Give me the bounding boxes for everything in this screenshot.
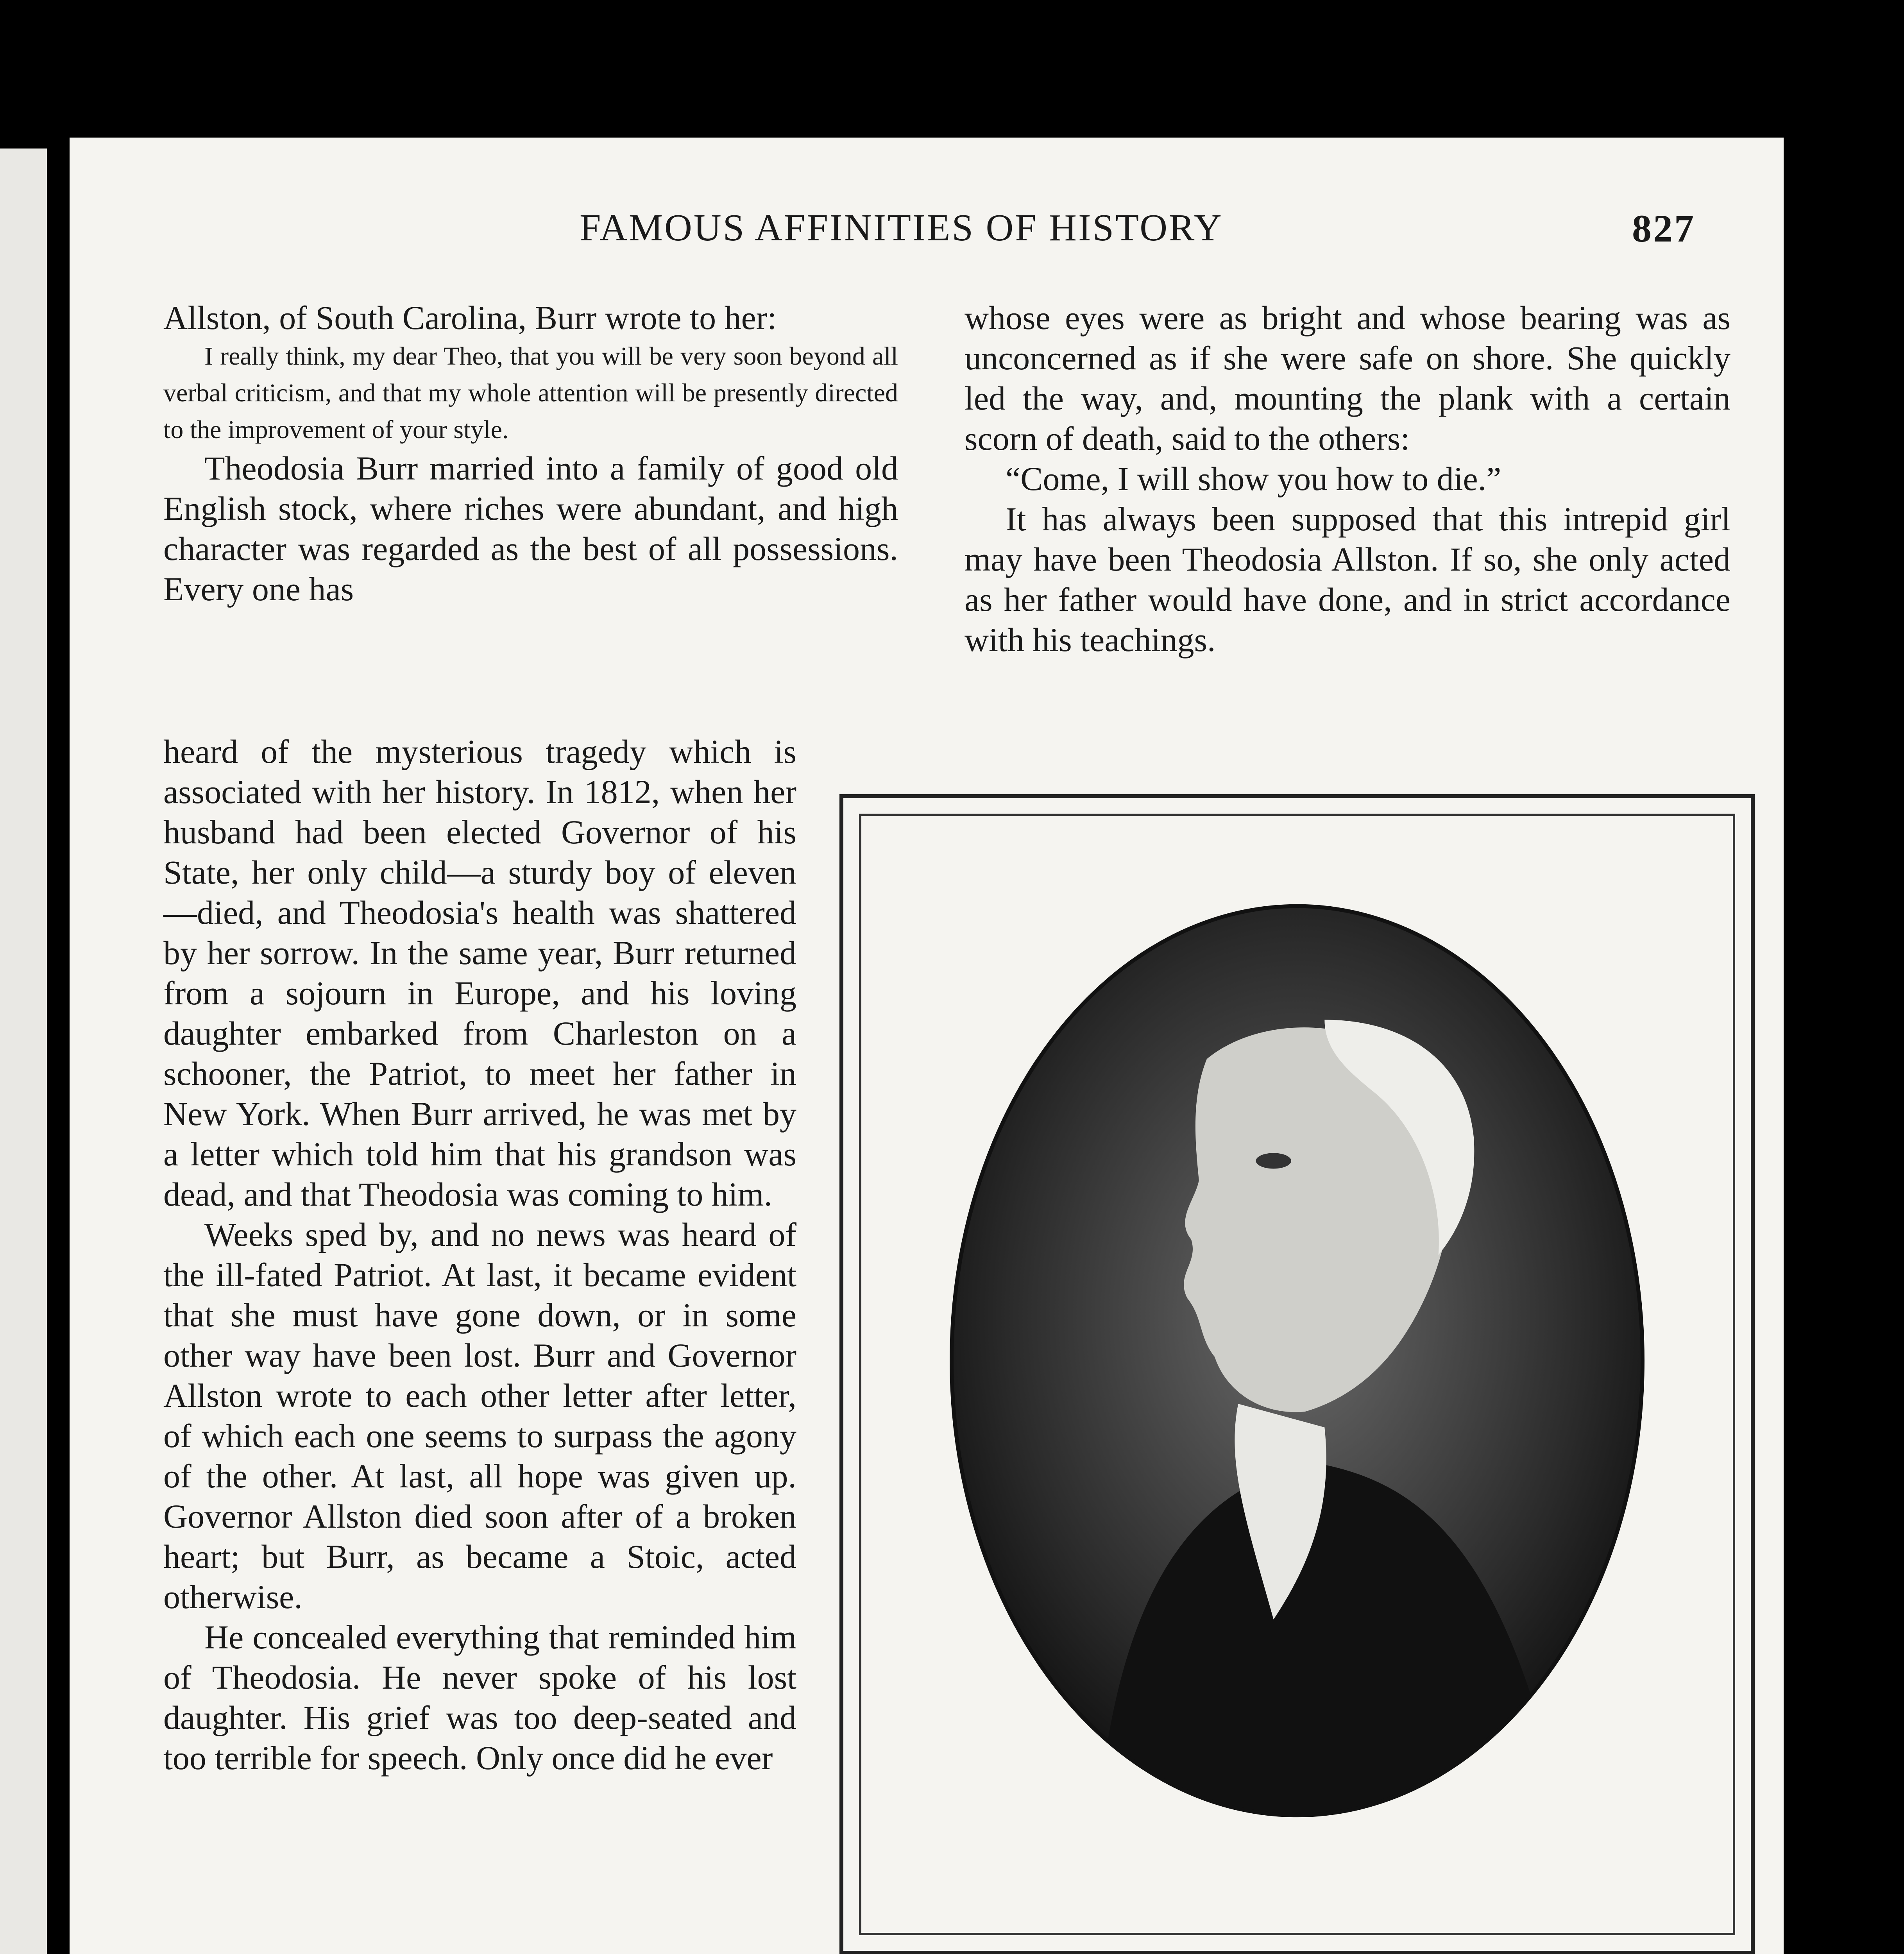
left-column-top — [163, 298, 898, 609]
facing-page-edge — [0, 149, 47, 1954]
page-number: 827 — [1632, 207, 1695, 250]
paragraph-bright-eyes: whose eyes were as bright and whose bearing was as unconcerned as if she were safe on shore. She quickly led the way, and, mounting the plank with a certain scorn of death, said to the others: — [965, 299, 1730, 457]
intro-paragraph: Allston, of South Carolina, Burr wrote to her: — [163, 299, 777, 336]
paragraph-concealed: He concealed everything that reminded him of Theodosia. He never spoke of his lost daughter. His grief was too deep-seated and too terrible for speech. Only once did he ever — [163, 1618, 796, 1777]
running-head: FAMOUS AFFINITIES OF HISTORY — [580, 207, 1223, 249]
portrait-frame — [839, 794, 1755, 1954]
left-column-narrow — [163, 732, 796, 1778]
magazine-page — [70, 138, 1784, 1954]
aaron-burr-portrait — [861, 816, 1733, 1933]
block-quote-theo: I really think, my dear Theo, that you will be very soon beyond all verbal criticism, and that my whole attention will be presently directed to the improvement of your style. — [163, 342, 898, 444]
paragraph-weeks-sped: Weeks sped by, and no news was heard of the ill-fated Patriot. At last, it became evident that she must have gone down, or in some other way have been lost. Burr and Governor Allston wrote to each other letter after letter, of which each one seems to surpass the agony of the other. At last, all hope was given up. Governor Allston died soon after of a broken heart; but Burr, as became a Stoic, acted otherwise. — [163, 1216, 796, 1616]
paragraph-tragedy: heard of the mysterious tragedy which is associated with her history. In 1812, when her husband had been elected Governor of his State, her only child—a sturdy boy of eleven—died, and Theodosia's health was shattered by her sorrow. In the same year, Burr returned from a sojourn in Europe, and his loving daughter embarked from Charleston on a schooner, the Patriot, to meet her father in New York. When Burr arrived, he was met by a letter which told him that his grandson was dead, and that Theodosia was coming to him. — [163, 733, 796, 1213]
right-column-top — [965, 298, 1730, 660]
portrait-inner-border — [859, 814, 1735, 1935]
paragraph-theodosia-married: Theodosia Burr married into a family of good old English stock, where riches were abundant, and high character was regarded as the best of all possessions. Every one has — [163, 449, 898, 608]
paragraph-come-die: “Come, I will show you how to die.” — [1006, 460, 1501, 497]
paragraph-intrepid-girl: It has always been supposed that this intrepid girl may have been Theodosia Allston. If so, she only acted as her father would have done, and in strict accordance with his teachings. — [965, 500, 1730, 658]
